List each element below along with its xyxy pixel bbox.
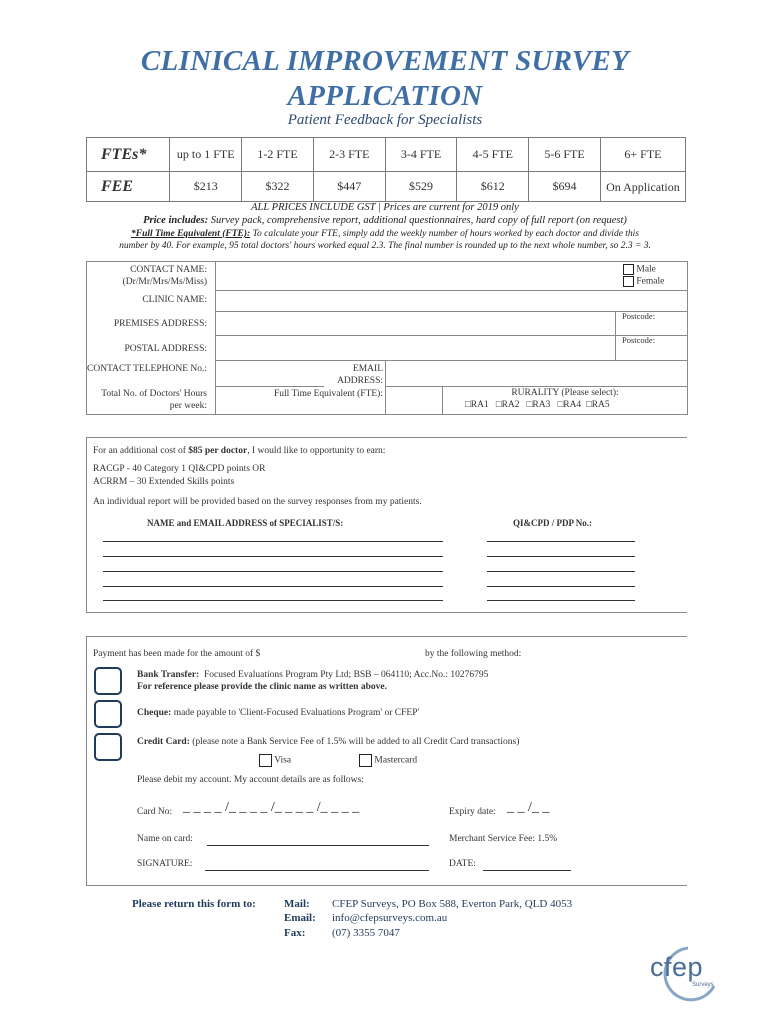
price-includes-label: Price includes:: [143, 215, 209, 226]
rurality-options: [465, 400, 685, 410]
mastercard-option[interactable]: Mastercard: [359, 754, 417, 767]
payment-section: [86, 636, 687, 886]
mastercard-checkbox[interactable]: [359, 754, 372, 767]
qicpd-line[interactable]: [487, 571, 635, 572]
expiry-label: Expiry date:: [449, 807, 496, 817]
specialist-line[interactable]: [103, 600, 443, 601]
qicpd-line[interactable]: [487, 586, 635, 587]
fte-cell: up to 1 FTE: [170, 138, 242, 172]
gender-male: [623, 264, 656, 275]
specialist-line[interactable]: [103, 586, 443, 587]
female-label: Female: [636, 276, 665, 287]
signature-field[interactable]: [205, 870, 429, 871]
telephone-label: CONTACT TELEPHONE No.:: [87, 364, 208, 374]
bank-transfer-checkbox[interactable]: [94, 667, 122, 695]
total-hours-field[interactable]: [215, 386, 274, 414]
additional-points-section: [86, 437, 687, 613]
fee-cell: $612: [457, 172, 529, 202]
qicpd-line[interactable]: [487, 600, 635, 601]
page-subtitle: Patient Feedback for Specialists: [287, 112, 483, 128]
premises-postcode[interactable]: Postcode:: [615, 311, 687, 335]
rurality-label: RURALITY (Please select):: [511, 388, 619, 398]
gst-note: ALL PRICES INCLUDE GST | Prices are current for 2019 only: [251, 202, 519, 213]
credit-card-text: Credit Card: (please note a Bank Service Fee of 1.5% will be added to all Credit Card transactions): [137, 737, 520, 747]
price-includes-note: [0, 215, 770, 228]
ra2-option[interactable]: □RA2: [495, 400, 520, 410]
male-checkbox[interactable]: [623, 264, 634, 275]
price-includes-text: Survey pack, comprehensive report, additional questionnaires, hard copy of full report (on request): [210, 215, 627, 226]
fte-cell: 4-5 FTE: [457, 138, 529, 172]
bank-reference-note: For reference please provide the clinic name as written above.: [137, 682, 387, 692]
fte-note-text: To calculate your FTE, simply add the weekly number of hours worked by each doctor and divide this: [252, 229, 640, 239]
telephone-field[interactable]: [215, 360, 324, 387]
fte-note-line2: number by 40. For example, 95 total doctors' hours worked equal 2.3. The final number is rounded up to the next whole number, so 2.3 = 3.: [119, 241, 651, 251]
email-field[interactable]: [385, 360, 688, 387]
fee-cell: On Application: [600, 172, 685, 202]
debit-text: Please debit my account. My account details are as follows:: [137, 775, 364, 785]
specialist-line[interactable]: [103, 556, 443, 557]
ra3-option[interactable]: □RA3: [526, 400, 551, 410]
fee-cell: $529: [385, 172, 457, 202]
qicpd-line[interactable]: [487, 541, 635, 542]
page-title-line2: APPLICATION: [287, 80, 483, 112]
fte-label: Full Time Equivalent (FTE):: [274, 389, 383, 399]
clinic-name-label: CLINIC NAME:: [142, 295, 207, 305]
fee-table: [86, 137, 686, 202]
postal-address-label: POSTAL ADDRESS:: [124, 344, 207, 354]
return-label: Please return this form to:: [132, 898, 256, 910]
postal-postcode[interactable]: Postcode:: [615, 335, 687, 360]
ra1-option[interactable]: □RA1: [465, 400, 489, 410]
fee-header: FEE: [87, 172, 170, 202]
male-label: Male: [636, 264, 656, 275]
specialist-column-header: NAME and EMAIL ADDRESS of SPECIALIST/S:: [147, 518, 344, 528]
email-label-return: Email:: [284, 912, 316, 924]
email-link[interactable]: info@cfepsurveys.com.au: [332, 912, 448, 924]
name-on-card-label: Name on card:: [137, 834, 193, 844]
date-field[interactable]: [483, 870, 571, 871]
fte-cell: 6+ FTE: [600, 138, 685, 172]
fax-number: (07) 3355 7047: [332, 927, 400, 939]
gender-female: [623, 276, 664, 287]
mail-label: Mail:: [284, 898, 310, 910]
mail-address: CFEP Surveys, PO Box 588, Everton Park, QLD 4053: [332, 898, 573, 910]
credit-card-checkbox[interactable]: [94, 733, 122, 761]
contact-name-field[interactable]: [215, 262, 688, 291]
fte-note: [0, 228, 770, 241]
fte-note-label: *Full Time Equivalent (FTE):: [130, 229, 251, 239]
fee-cell: $447: [313, 172, 385, 202]
clinic-name-field[interactable]: [215, 290, 688, 312]
ra5-option[interactable]: □RA5: [585, 400, 610, 410]
fee-cell: $213: [170, 172, 242, 202]
fee-cell: $322: [242, 172, 314, 202]
fte-field[interactable]: [385, 386, 443, 414]
qicpd-column-header: QI&CPD / PDP No.:: [513, 518, 592, 528]
card-number-label: Card No:: [137, 807, 173, 817]
ftes-header: FTEs*: [87, 138, 170, 172]
cheque-text: Cheque: made payable to 'Client-Focused Evaluations Program' or CFEP': [137, 708, 420, 718]
fte-cell: 2-3 FTE: [313, 138, 385, 172]
female-checkbox[interactable]: [623, 276, 634, 287]
additional-intro: For an additional cost of $85 per doctor, I would like to opportunity to earn:: [93, 446, 386, 456]
expiry-field[interactable]: _ _ /_ _: [507, 800, 550, 815]
racgp-text: RACGP - 40 Category 1 QI&CPD points OR: [93, 464, 266, 474]
page-title-line1: CLINICAL IMPROVEMENT SURVEY: [140, 45, 630, 77]
visa-option[interactable]: Visa: [259, 754, 291, 767]
fte-cell: 5-6 FTE: [529, 138, 601, 172]
date-label: DATE:: [449, 859, 476, 869]
email-label: EMAIL ADDRESS:: [337, 364, 383, 386]
specialist-line[interactable]: [103, 541, 443, 542]
payment-method-label: by the following method:: [425, 649, 522, 659]
fee-cell: $694: [529, 172, 601, 202]
contact-name-label: CONTACT NAME: (Dr/Mr/Mrs/Ms/Miss): [122, 265, 207, 287]
fax-label: Fax:: [284, 927, 306, 939]
cfep-logo-text: cfep: [650, 952, 704, 982]
acrrm-text: ACRRM – 30 Extended Skills points: [93, 477, 235, 487]
fte-cell: 3-4 FTE: [385, 138, 457, 172]
individual-report-text: An individual report will be provided based on the survey responses from my patients.: [93, 497, 422, 507]
cfep-logo: [640, 942, 730, 1002]
specialist-line[interactable]: [103, 571, 443, 572]
ra4-option[interactable]: □RA4: [557, 400, 582, 410]
payment-amount-label: Payment has been made for the amount of $: [93, 649, 261, 659]
name-on-card-field[interactable]: [207, 845, 429, 846]
merchant-fee-text: Merchant Service Fee: 1.5%: [449, 834, 558, 844]
cheque-checkbox[interactable]: [94, 700, 122, 728]
card-number-field[interactable]: _ _ _ _ /_ _ _ _ /_ _ _ _ /_ _ _ _: [183, 800, 360, 815]
bank-transfer-text: Bank Transfer: Focused Evaluations Program Pty Ltd; BSB – 064110; Acc.No.: 10276795: [137, 670, 489, 680]
cfep-logo-sub: Surveys: [692, 982, 714, 988]
visa-checkbox[interactable]: [259, 754, 272, 767]
qicpd-line[interactable]: [487, 556, 635, 557]
premises-address-label: PREMISES ADDRESS:: [113, 319, 207, 329]
signature-label: SIGNATURE:: [137, 859, 193, 869]
total-hours-label: Total No. of Doctors' Hours per week:: [101, 389, 207, 411]
fte-cell: 1-2 FTE: [242, 138, 314, 172]
contact-section: [86, 261, 688, 415]
